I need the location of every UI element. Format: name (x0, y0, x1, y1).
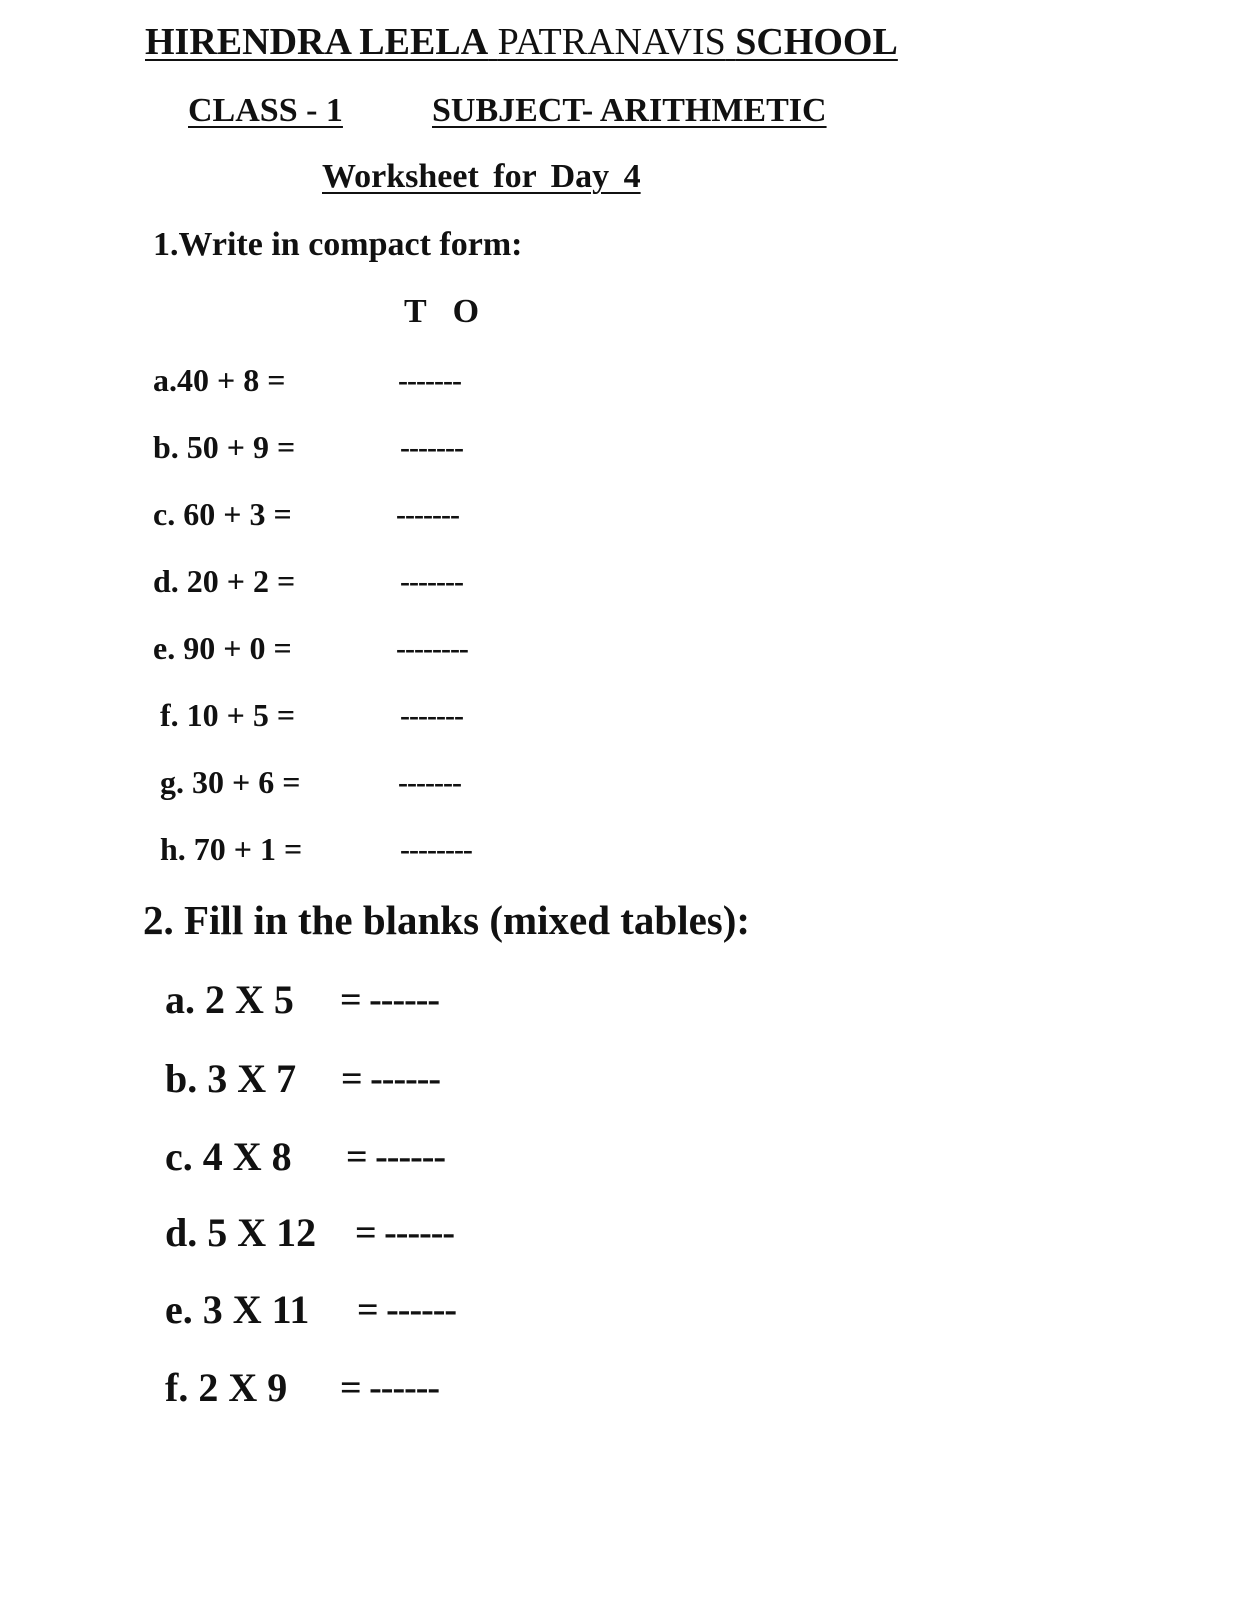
tens-ones-column-header: T O (404, 293, 484, 330)
q1-item-d-blank: ------- (400, 565, 463, 598)
q2-item-a-expression: a. 2 X 5 (165, 977, 294, 1022)
q2-item-f-expression: f. 2 X 9 (165, 1365, 288, 1410)
q2-item-a-blank: = ------ (340, 979, 440, 1021)
q1-item-g-expression: g. 30 + 6 = (160, 764, 301, 800)
class-label: CLASS - 1 (188, 92, 343, 129)
q1-item-d-expression: d. 20 + 2 = (153, 563, 296, 599)
q1-item-h-expression: h. 70 + 1 = (160, 831, 303, 867)
q1-item-e-blank: -------- (396, 632, 468, 665)
q2-item-e-blank: = ------ (357, 1289, 457, 1331)
q2-item-b-expression: b. 3 X 7 (165, 1056, 297, 1101)
q2-item-e-expression: e. 3 X 11 (165, 1287, 310, 1332)
q2-item-d-expression: d. 5 X 12 (165, 1210, 317, 1255)
q2-item-c-blank: = ------ (346, 1136, 446, 1178)
school-name-part-3: SCHOOL (735, 21, 898, 63)
school-name-part-2: PATRANAVIS (497, 21, 726, 63)
question-1-heading: 1.Write in compact form: (153, 226, 523, 263)
subject-label: SUBJECT- ARITHMETIC (432, 92, 827, 129)
school-title (145, 20, 898, 64)
q2-item-d-blank: = ------ (355, 1212, 455, 1254)
worksheet-title: Worksheet for Day 4 (322, 158, 641, 195)
q1-item-b-blank: ------- (400, 431, 463, 464)
q1-item-c-expression: c. 60 + 3 = (153, 496, 292, 532)
question-2-heading: 2. Fill in the blanks (mixed tables): (143, 897, 751, 943)
q1-item-f-expression: f. 10 + 5 = (160, 697, 296, 733)
school-name-part-1: HIRENDRA LEELA (145, 21, 489, 63)
q1-item-a-blank: ------- (398, 364, 461, 397)
q2-item-b-blank: = ------ (341, 1058, 441, 1100)
q1-item-e-expression: e. 90 + 0 = (153, 630, 292, 666)
q2-item-f-blank: = ------ (340, 1367, 440, 1409)
q1-item-g-blank: ------- (398, 766, 461, 799)
q1-item-c-blank: ------- (396, 498, 459, 531)
q1-item-f-blank: ------- (400, 699, 463, 732)
q2-item-c-expression: c. 4 X 8 (165, 1134, 292, 1179)
q1-item-h-blank: -------- (400, 833, 472, 866)
q1-item-b-expression: b. 50 + 9 = (153, 429, 296, 465)
q1-item-a-expression: a.40 + 8 = (153, 362, 286, 398)
